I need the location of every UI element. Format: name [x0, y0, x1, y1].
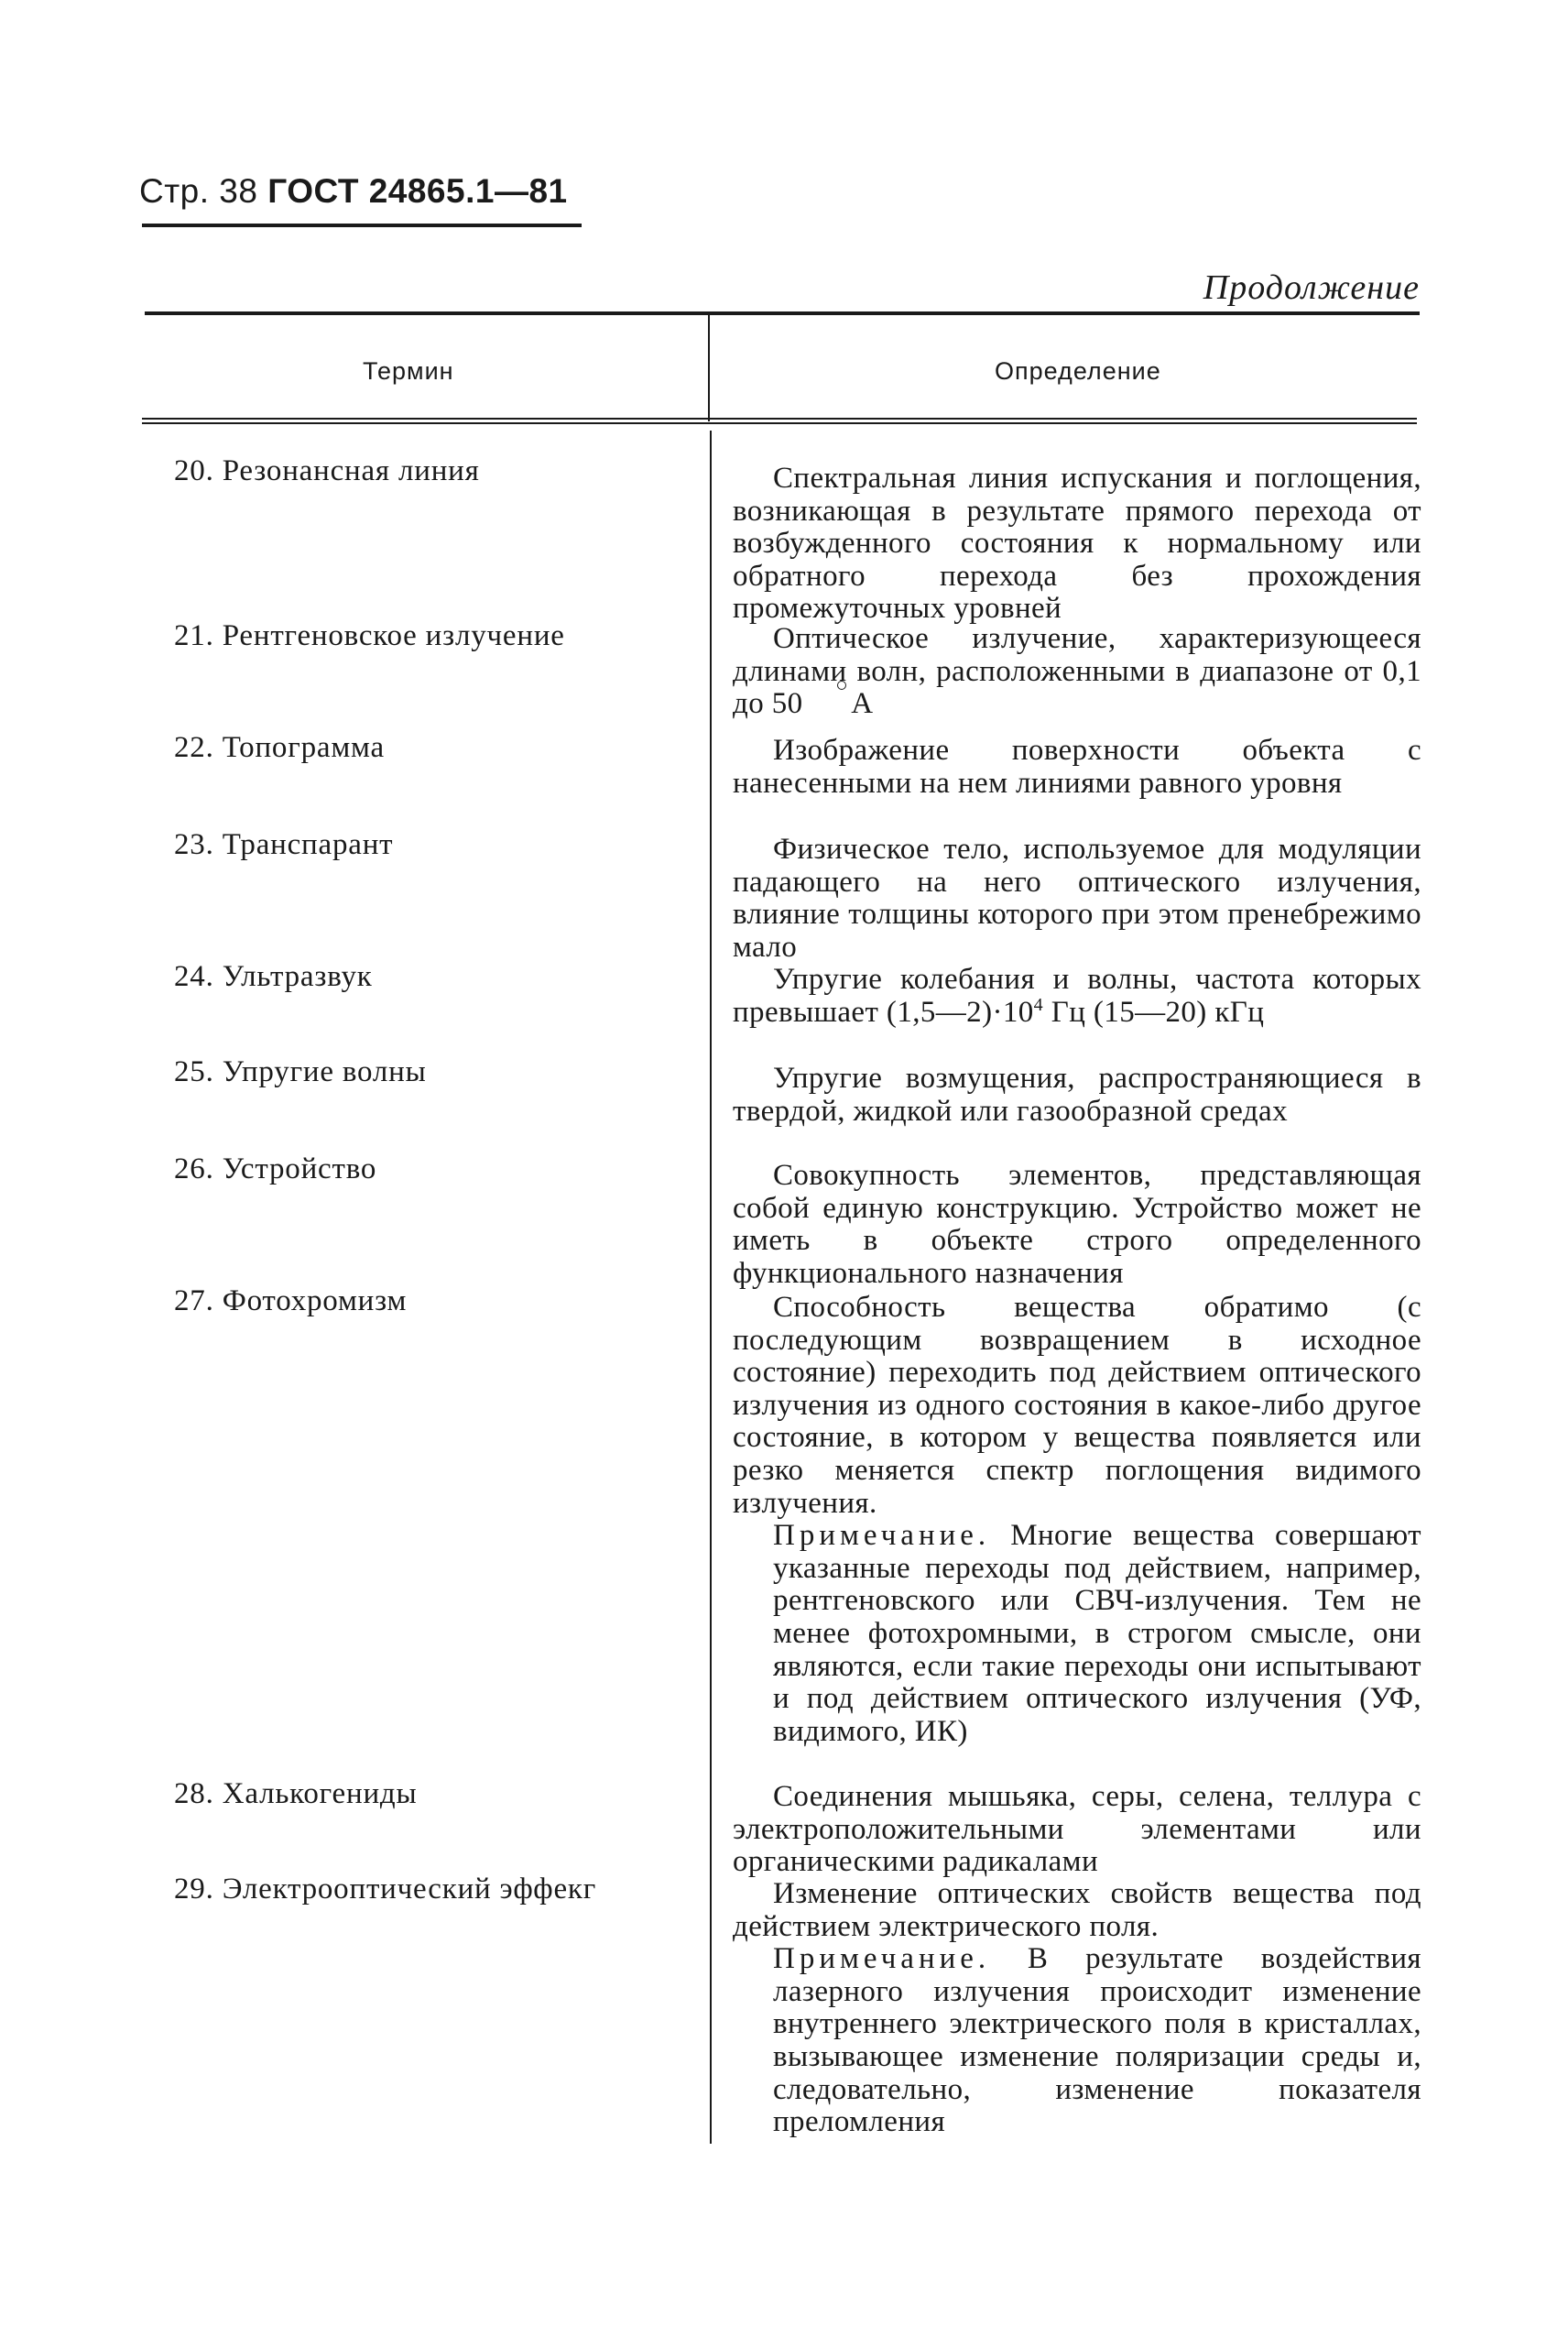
- continuation-label: Продолжение: [1203, 268, 1420, 307]
- header-bottom-rule: [142, 418, 1417, 420]
- page-header: [139, 172, 579, 211]
- standard-designation: ГОСТ 24865.1—81: [267, 172, 568, 210]
- term-27: 27. Фотохромизм: [174, 1284, 408, 1317]
- note-label: Примечание.: [773, 1519, 991, 1553]
- definition-22: [733, 735, 1421, 800]
- term-22: 22. Топограмма: [174, 731, 385, 764]
- term-25: 25. Упругие волны: [174, 1055, 427, 1088]
- definition-23: [733, 834, 1421, 964]
- definition-text: Упругие возмущения, распространяющиеся в твердой, жидкой или газообразной средах: [733, 1062, 1421, 1128]
- definition-text: Физическое тело, используемое для модуляции падающего на него оптического излучения, влияние толщины которого при этом пренебрежимо мало: [733, 833, 1421, 964]
- term-23: 23. Транспарант: [174, 828, 394, 861]
- definition-text: Оптическое излучение, характеризующееся длинами волн, расположенными в диапазоне от 0,1 до 50: [733, 622, 1421, 721]
- header-bottom-rule: [142, 422, 1417, 424]
- note-text: Многие вещества совершают указанные переходы под действием, например, рентгеновского или СВЧ-излучения. Тем не менее фотохромными, в строгом смысле, они являются, если такие переходы они испытывают и под действием оптического излучения (УФ, видимого, ИК): [773, 1519, 1421, 1748]
- column-divider: [710, 431, 712, 2144]
- angstrom-unit: A: [811, 688, 873, 721]
- definition-text: Способность вещества обратимо (с последующим возвращением в исходное состояние) переходить под действием оптического излучения из одного состояния в какое-либо другое состояние, в котором у вещества появляется или резко меняется спектр поглощения видимого излучения.: [733, 1291, 1421, 1520]
- column-divider: [708, 314, 710, 421]
- column-header-term: Термин: [363, 357, 454, 385]
- definition-21: [733, 623, 1421, 721]
- term-20: 20. Резонансная линия: [174, 454, 480, 487]
- definition-text: Изменение оптических свойств вещества под действием электрического поля.: [733, 1877, 1421, 1943]
- definition-26: [733, 1160, 1421, 1290]
- term-26: 26. Устройство: [174, 1152, 377, 1185]
- note-text: В результате воздействия лазерного излучения происходит изменение внутреннего электрического поля в кристаллах, вызывающее изменение поляризации среды и, следовательно, изменение показателя преломления: [773, 1942, 1421, 2139]
- definition-28: [733, 1781, 1421, 1879]
- definition-text: Совокупность элементов, представляющая собой единую конструкцию. Устройство может не иметь в объекте строго определенного функционального назначения: [733, 1159, 1421, 1290]
- definition-text: Упругие колебания и волны, частота которых превышает (1,5—2)·10: [733, 963, 1421, 1029]
- header-underline: [142, 224, 582, 227]
- term-28: 28. Халькогениды: [174, 1777, 418, 1810]
- exponent: 4: [1033, 994, 1044, 1015]
- definition-text: Изображение поверхности объекта с нанесенными на нем линиями равного уровня: [733, 734, 1421, 800]
- note-label: Примечание.: [773, 1942, 991, 1976]
- definition-29: [733, 1878, 1421, 2139]
- term-29: 29. Электрооптический эффекг: [174, 1873, 597, 1906]
- page-number: Стр. 38: [139, 172, 258, 210]
- definition-text: Спектральная линия испускания и поглощения, возникающая в результате прямого перехода от возбужденного состояния к нормальному или обратного перехода без прохождения промежуточных уровней: [733, 462, 1421, 626]
- definition-text-tail: Гц (15—20) кГц: [1043, 995, 1265, 1029]
- definition-24: [733, 964, 1421, 1029]
- definition-25: [733, 1063, 1421, 1128]
- definition-27: [733, 1292, 1421, 1748]
- definition-20: [733, 463, 1421, 626]
- table-top-rule: [145, 311, 1420, 315]
- term-24: 24. Ультразвук: [174, 960, 373, 993]
- definition-text: Соединения мышьяка, серы, селена, теллура с электроположительными элементами или органическими радикалами: [733, 1780, 1421, 1879]
- column-header-definition: Определение: [995, 357, 1161, 385]
- term-21: 21. Рентгеновское излучение: [174, 619, 565, 652]
